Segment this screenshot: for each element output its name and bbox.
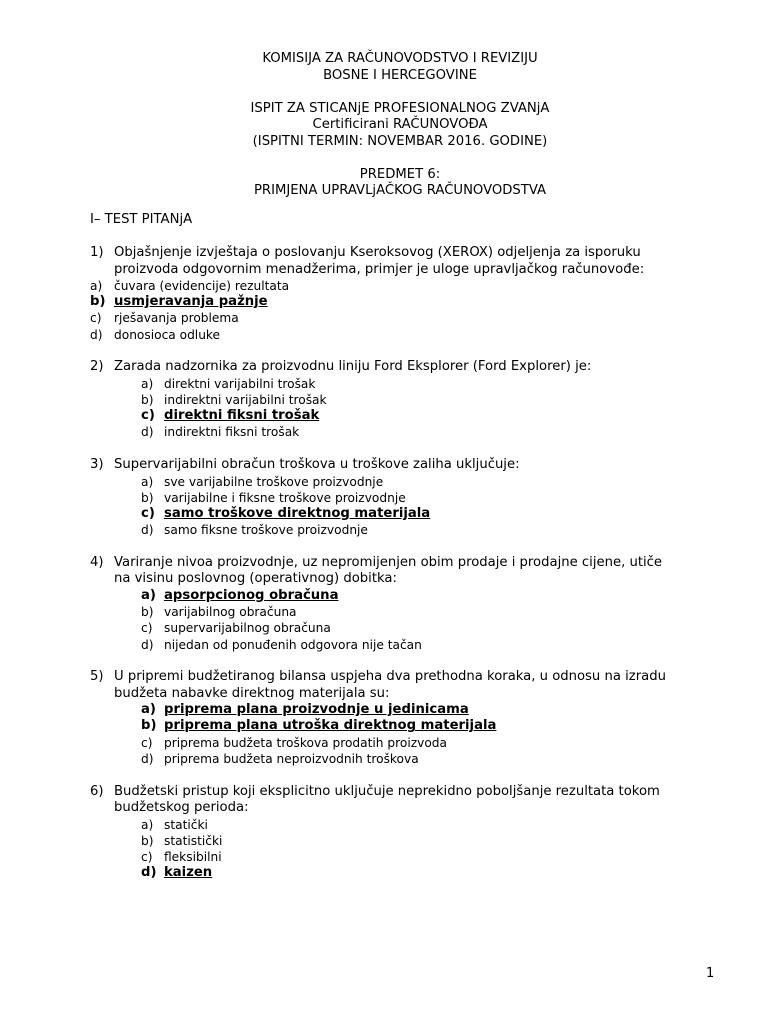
header-line: ISPIT ZA STICANjE PROFESIONALNOG ZVANjA bbox=[250, 100, 550, 116]
header-line: KOMISIJA ZA RAČUNOVODSTVO I REVIZIJU bbox=[262, 51, 538, 66]
option-text: fleksibilni bbox=[164, 849, 222, 864]
question-text-line bbox=[90, 784, 730, 801]
answer-option-correct bbox=[90, 506, 730, 522]
option-text: direktni varijabilni trošak bbox=[164, 376, 316, 391]
option-letter: c) bbox=[141, 735, 153, 750]
option-letter: a) bbox=[141, 474, 154, 489]
answer-option bbox=[90, 833, 730, 849]
header-line: (ISPITNI TERMIN: NOVEMBAR 2016. GODINE) bbox=[252, 133, 548, 149]
question-text: budžetskog perioda: bbox=[114, 800, 249, 816]
answer-option bbox=[90, 849, 730, 865]
answer-option bbox=[90, 392, 730, 408]
question-text: Variranje nivoa proizvodnje, uz nepromijenjen obim prodaje i prodajne cijene, utiče bbox=[114, 554, 663, 570]
question-text: Budžetski pristup koji eksplicitno uključuje neprekidno poboljšanje rezultata tokom bbox=[114, 783, 660, 799]
answer-option bbox=[90, 327, 730, 343]
option-letter: b) bbox=[141, 605, 154, 620]
option-letter: d) bbox=[141, 751, 154, 766]
answer-options bbox=[90, 474, 730, 539]
option-letter: c) bbox=[141, 849, 153, 864]
option-text: samo fiksne troškove proizvodnje bbox=[164, 523, 368, 538]
option-text: priprema plana utroška direktnog materijala bbox=[164, 718, 497, 734]
question-item bbox=[90, 245, 730, 343]
question-text-line bbox=[90, 800, 730, 817]
option-letter: b) bbox=[141, 490, 154, 505]
header-spacer bbox=[0, 84, 768, 101]
answer-option bbox=[90, 637, 730, 653]
answer-options bbox=[90, 702, 730, 767]
answer-option-correct bbox=[90, 865, 730, 881]
answer-option bbox=[90, 522, 730, 538]
answer-option bbox=[90, 751, 730, 767]
question-item bbox=[90, 784, 730, 882]
answer-option bbox=[90, 310, 730, 326]
option-letter: d) bbox=[90, 327, 103, 342]
option-text: apsorpcionog obračuna bbox=[164, 587, 339, 603]
question-text: Supervarijabilni obračun troškova u troškove zaliha uključuje: bbox=[114, 457, 520, 473]
question-text-line bbox=[90, 359, 730, 376]
option-letter: b) bbox=[141, 393, 154, 408]
answer-option-correct bbox=[90, 294, 730, 310]
option-letter: c) bbox=[141, 621, 153, 636]
question-text: proizvoda odgovornim menadžerima, primjer je uloge upravljačkog računovođe: bbox=[114, 261, 645, 277]
answer-options bbox=[90, 588, 730, 653]
header-line: Certificirani RAČUNOVOĐA bbox=[312, 117, 488, 132]
answer-options bbox=[90, 817, 730, 882]
header-line: PREDMET 6: bbox=[359, 166, 441, 182]
option-letter: d) bbox=[141, 865, 157, 881]
answer-option-correct bbox=[90, 702, 730, 718]
question-list bbox=[90, 245, 730, 898]
question-text-line bbox=[90, 686, 730, 703]
question-number: 2) bbox=[90, 359, 104, 375]
option-text: kaizen bbox=[164, 865, 213, 881]
option-letter: d) bbox=[141, 523, 154, 538]
question-item bbox=[90, 669, 730, 767]
answer-option bbox=[90, 424, 730, 440]
option-letter: b) bbox=[141, 718, 157, 734]
option-letter: c) bbox=[141, 408, 155, 424]
option-text: statistički bbox=[164, 833, 223, 848]
question-item bbox=[90, 359, 730, 440]
question-number: 4) bbox=[90, 554, 104, 570]
question-number: 1) bbox=[90, 245, 104, 260]
section-title: I– TEST PITANjA bbox=[90, 212, 193, 227]
question-number: 3) bbox=[90, 457, 104, 473]
option-text: priprema budžeta neproizvodnih troškova bbox=[164, 751, 419, 766]
option-text: statički bbox=[164, 817, 208, 832]
option-text: sve varijabilne troškove proizvodnje bbox=[164, 474, 384, 489]
option-text: samo troškove direktnog materijala bbox=[164, 506, 431, 522]
answer-options bbox=[90, 376, 730, 441]
question-text: Objašnjenje izvještaja o poslovanju Kseroksovog (XEROX) odjeljenja za isporuku bbox=[114, 245, 641, 260]
question-text: Zarada nadzornika za proizvodnu liniju Ford Eksplorer (Ford Explorer) je: bbox=[114, 359, 592, 375]
answer-option-correct bbox=[90, 588, 730, 604]
answer-option bbox=[90, 278, 730, 294]
option-letter: a) bbox=[141, 587, 156, 603]
option-letter: d) bbox=[141, 425, 154, 440]
option-letter: a) bbox=[141, 817, 154, 832]
option-text: supervarijabilnog obračuna bbox=[164, 621, 331, 636]
question-text-line bbox=[90, 262, 730, 279]
option-letter: a) bbox=[141, 702, 156, 718]
option-text: priprema plana proizvodnje u jedinicama bbox=[164, 702, 469, 718]
answer-option bbox=[90, 604, 730, 620]
question-item bbox=[90, 457, 730, 538]
question-text-line bbox=[90, 555, 730, 572]
option-text: varijabilne i fiksne troškove proizvodnje bbox=[164, 490, 406, 505]
answer-option-correct bbox=[90, 408, 730, 424]
answer-option bbox=[90, 474, 730, 490]
answer-option bbox=[90, 620, 730, 636]
option-text: direktni fiksni trošak bbox=[164, 408, 320, 424]
question-item bbox=[90, 555, 730, 653]
option-letter: d) bbox=[141, 637, 154, 652]
option-letter: c) bbox=[141, 506, 155, 522]
question-number: 6) bbox=[90, 783, 104, 799]
question-text-line bbox=[90, 669, 730, 686]
question-text-line bbox=[90, 457, 730, 474]
document-header bbox=[0, 51, 768, 200]
option-text: indirektni varijabilni trošak bbox=[164, 393, 327, 408]
option-letter: a) bbox=[90, 279, 103, 293]
question-text: U pripremi budžetiranog bilansa uspjeha dva prethodna koraka, u odnosu na izradu bbox=[114, 669, 666, 685]
option-text: nijedan od ponuđenih odgovora nije tačan bbox=[164, 637, 422, 652]
answer-option-correct bbox=[90, 718, 730, 734]
header-spacer bbox=[0, 150, 768, 167]
header-line: BOSNE I HERCEGOVINE bbox=[323, 67, 477, 83]
option-text: usmjeravanja pažnje bbox=[114, 294, 268, 310]
answer-option bbox=[90, 817, 730, 833]
answer-option bbox=[90, 735, 730, 751]
question-text: budžeta nabavke direktnog materijala su: bbox=[114, 685, 390, 701]
option-text: varijabilnog obračuna bbox=[164, 605, 297, 620]
option-text: čuvara (evidencije) rezultata bbox=[114, 279, 290, 293]
question-text-line bbox=[90, 245, 730, 262]
header-line: PRIMJENA UPRAVLjAČKOG RAČUNOVODSTVA bbox=[253, 183, 547, 198]
option-text: priprema budžeta troškova prodatih proizvoda bbox=[164, 735, 447, 750]
answer-option bbox=[90, 490, 730, 506]
option-text: donosioca odluke bbox=[114, 327, 221, 342]
question-text-line bbox=[90, 571, 730, 588]
page-number: 1 bbox=[706, 966, 715, 981]
answer-options bbox=[90, 278, 730, 343]
option-letter: a) bbox=[141, 376, 154, 391]
option-text: rješavanja problema bbox=[114, 311, 239, 326]
option-letter: b) bbox=[90, 294, 106, 310]
option-letter: c) bbox=[90, 311, 102, 326]
question-number: 5) bbox=[90, 669, 104, 685]
question-text: na visinu poslovnog (operativnog) dobitka: bbox=[114, 571, 397, 587]
option-letter: b) bbox=[141, 833, 154, 848]
answer-option bbox=[90, 376, 730, 392]
option-text: indirektni fiksni trošak bbox=[164, 425, 300, 440]
